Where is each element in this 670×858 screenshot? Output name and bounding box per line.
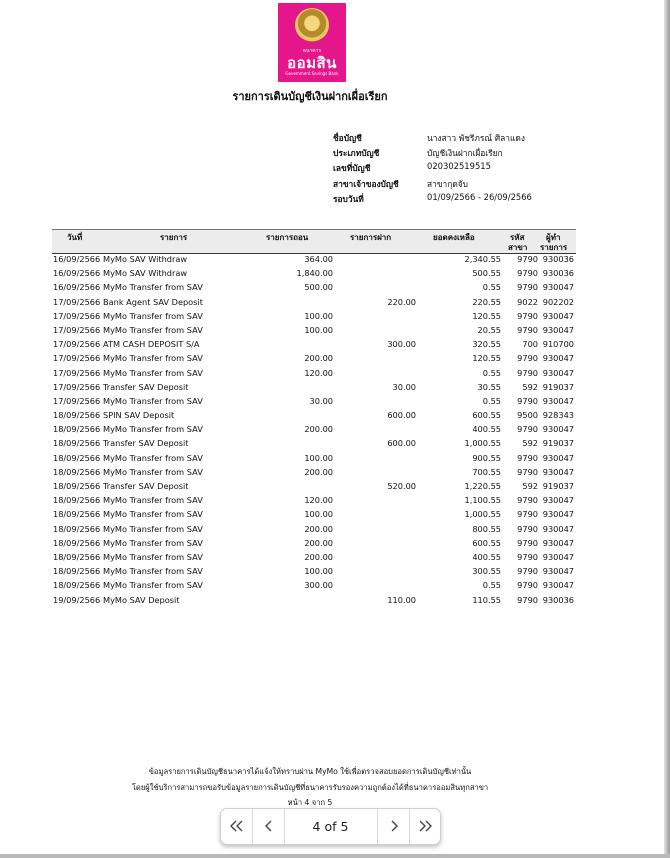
cell-balance: 2,340.55	[464, 254, 501, 264]
cell-withdraw: 364.00	[304, 254, 333, 264]
cell-description: MyMo Transfer from SAV	[103, 324, 203, 335]
cell-description: MyMo Transfer from SAV	[103, 395, 203, 406]
cell-date: 17/09/2566	[53, 324, 101, 335]
cell-operator: 919037	[542, 481, 574, 491]
document-title: รายการเดินบัญชีเงินฝากเผื่อเรียก	[232, 90, 388, 103]
first-page-button[interactable]	[221, 809, 252, 844]
cell-withdraw: 200.00	[304, 551, 333, 562]
info-label: สาขาเจ้าของบัญชี	[333, 178, 399, 189]
cell-date: 18/09/2566	[53, 495, 101, 506]
cell-description: MyMo Transfer from SAV	[103, 509, 203, 520]
cell-deposit: 110.00	[387, 594, 416, 605]
cell-balance: 0.55	[482, 282, 501, 293]
viewer-bottom-edge	[0, 854, 670, 858]
cell-operator: 930047	[542, 566, 574, 577]
cell-balance: 0.55	[482, 395, 501, 406]
header-user-line2: รายการ	[540, 243, 568, 252]
cell-date: 16/09/2566	[53, 282, 101, 293]
cell-balance: 1,220.55	[464, 481, 501, 491]
cell-date: 18/09/2566	[53, 537, 101, 548]
cell-branch-code: 9790	[517, 353, 538, 364]
table-row	[52, 367, 576, 381]
cell-description: MyMo Transfer from SAV	[103, 367, 203, 378]
cell-date: 19/09/2566	[53, 594, 101, 605]
cell-branch-code: 9790	[517, 594, 538, 605]
header-deposit: รายการฝาก	[350, 233, 392, 242]
cell-date: 17/09/2566	[53, 367, 101, 378]
cell-branch-code: 9790	[517, 310, 538, 321]
cell-branch-code: 700	[522, 339, 538, 350]
double-chevron-right-icon	[418, 820, 432, 832]
table-header	[52, 229, 576, 254]
header-date: วันที่	[67, 233, 83, 242]
cell-withdraw: 100.00	[304, 324, 333, 335]
cell-operator: 930047	[542, 466, 574, 477]
cell-description: MyMo Transfer from SAV	[103, 580, 203, 591]
table-row	[52, 508, 576, 522]
viewer-scroll-edge	[664, 0, 670, 858]
info-value: บัญชีเงินฝากเผื่อเรียก	[427, 148, 503, 159]
info-label: รอบวันที่	[333, 193, 364, 204]
cell-branch-code: 9022	[517, 296, 538, 307]
cell-withdraw: 100.00	[304, 452, 333, 463]
table-row	[52, 253, 576, 267]
cell-balance: 0.55	[482, 580, 501, 591]
cell-balance: 120.55	[472, 310, 501, 321]
cell-description: MyMo Transfer from SAV	[103, 353, 203, 364]
cell-branch-code: 9790	[517, 395, 538, 406]
page-count: 4 of 5	[312, 819, 349, 834]
cell-description: MyMo Transfer from SAV	[103, 537, 203, 548]
cell-branch-code: 592	[522, 481, 538, 491]
cell-operator: 930047	[542, 324, 574, 335]
cell-withdraw: 1,840.00	[296, 268, 333, 279]
cell-withdraw: 200.00	[304, 523, 333, 534]
cell-branch-code: 592	[522, 438, 538, 449]
cell-balance: 320.55	[472, 339, 501, 350]
cell-operator: 930036	[542, 254, 574, 264]
cell-withdraw: 200.00	[304, 424, 333, 435]
cell-operator: 930047	[542, 509, 574, 520]
info-label: ประเภทบัญชี	[333, 148, 380, 159]
cell-balance: 700.55	[472, 466, 501, 477]
cell-description: MyMo Transfer from SAV	[103, 466, 203, 477]
cell-operator: 930047	[542, 523, 574, 534]
last-page-button[interactable]	[410, 809, 440, 844]
header-branch-line2: สาขา	[508, 243, 528, 252]
cell-balance: 1,100.55	[464, 495, 501, 506]
cell-branch-code: 9790	[517, 268, 538, 279]
header-user-line1: ผู้ทำ	[546, 233, 561, 242]
transactions-table	[52, 253, 576, 608]
page-navigator	[220, 808, 441, 845]
cell-withdraw: 120.00	[304, 495, 333, 506]
table-row	[52, 466, 576, 480]
cell-description: Transfer SAV Deposit	[103, 381, 189, 392]
header-description: รายการ	[160, 233, 188, 242]
cell-date: 17/09/2566	[53, 381, 101, 392]
cell-description: MyMo Transfer from SAV	[103, 282, 203, 293]
cell-deposit: 30.00	[392, 381, 416, 392]
info-value: 020302519515	[427, 161, 491, 172]
cell-branch-code: 9790	[517, 424, 538, 435]
next-page-button[interactable]	[378, 809, 409, 844]
cell-withdraw: 100.00	[304, 566, 333, 577]
cell-description: Bank Agent SAV Deposit	[103, 296, 203, 307]
cell-date: 16/09/2566	[53, 254, 101, 264]
cell-operator: 919037	[542, 438, 574, 449]
cell-description: Transfer SAV Deposit	[103, 438, 189, 449]
emblem-icon	[295, 8, 329, 42]
cell-date: 18/09/2566	[53, 438, 101, 449]
cell-branch-code: 9790	[517, 324, 538, 335]
table-row	[52, 296, 576, 310]
cell-branch-code: 9790	[517, 495, 538, 506]
cell-date: 18/09/2566	[53, 509, 101, 520]
cell-balance: 1,000.55	[464, 509, 501, 520]
cell-date: 18/09/2566	[53, 580, 101, 591]
cell-description: SPIN SAV Deposit	[103, 410, 175, 421]
cell-operator: 910700	[542, 339, 574, 350]
table-row	[52, 452, 576, 466]
cell-withdraw: 30.00	[309, 395, 333, 406]
cell-operator: 930047	[542, 395, 574, 406]
info-value: 01/09/2566 - 26/09/2566	[427, 191, 532, 202]
table-row	[52, 551, 576, 565]
table-row	[52, 537, 576, 551]
cell-operator: 928343	[542, 410, 574, 421]
cell-withdraw: 500.00	[304, 282, 333, 293]
cell-operator: 902202	[542, 296, 574, 307]
footer-note-line1: ข้อมูลรายการเดินบัญชีธนาคารได้แจ้งให้ทราบผ่าน MyMo ใช้เพื่อตรวจสอบยอดการเดินบัญชีเท่านั้น	[148, 767, 472, 776]
cell-date: 18/09/2566	[53, 481, 101, 491]
cell-branch-code: 9790	[517, 367, 538, 378]
cell-branch-code: 9790	[517, 452, 538, 463]
cell-deposit: 520.00	[387, 481, 416, 491]
cell-withdraw: 300.00	[304, 580, 333, 591]
cell-date: 17/09/2566	[53, 339, 101, 350]
cell-description: ATM CASH DEPOSIT S/A	[103, 339, 200, 350]
cell-withdraw: 100.00	[304, 509, 333, 520]
cell-description: MyMo Transfer from SAV	[103, 551, 203, 562]
logo-small-text: ธนาคาร	[302, 48, 322, 54]
table-row	[52, 324, 576, 338]
cell-operator: 930047	[542, 537, 574, 548]
cell-operator: 930047	[542, 353, 574, 364]
cell-branch-code: 592	[522, 381, 538, 392]
cell-deposit: 600.00	[387, 438, 416, 449]
table-row	[52, 395, 576, 409]
cell-operator: 930047	[542, 551, 574, 562]
cell-balance: 400.55	[472, 424, 501, 435]
cell-withdraw: 200.00	[304, 353, 333, 364]
table-row	[52, 409, 576, 423]
cell-deposit: 220.00	[387, 296, 416, 307]
cell-operator: 930047	[542, 367, 574, 378]
cell-description: MyMo Transfer from SAV	[103, 566, 203, 577]
cell-withdraw: 120.00	[304, 367, 333, 378]
cell-date: 18/09/2566	[53, 424, 101, 435]
cell-balance: 220.55	[472, 296, 501, 307]
footer-note-line2: โดยผู้ใช้บริการสามารถขอรับข้อมูลรายการเดินบัญชีที่ธนาคารรับรองความถูกต้องได้ที่ธนาคารออมสินทุกสาขา	[131, 783, 489, 792]
double-chevron-left-icon	[230, 820, 244, 832]
cell-date: 18/09/2566	[53, 566, 101, 577]
cell-withdraw: 100.00	[304, 310, 333, 321]
info-label: ชื่อบัญชี	[333, 133, 362, 143]
cell-balance: 110.55	[472, 594, 501, 605]
cell-date: 18/09/2566	[53, 452, 101, 463]
table-row	[52, 352, 576, 366]
cell-operator: 930047	[542, 580, 574, 591]
cell-operator: 930047	[542, 310, 574, 321]
cell-balance: 0.55	[482, 367, 501, 378]
cell-deposit: 600.00	[387, 410, 416, 421]
cell-operator: 930036	[542, 594, 574, 605]
info-value: นางสาว พัชรีภรณ์ ศิลาแดง	[427, 133, 525, 143]
header-withdraw: รายการถอน	[266, 233, 309, 242]
cell-balance: 30.55	[477, 381, 501, 392]
chevron-right-icon	[390, 820, 398, 832]
cell-balance: 300.55	[472, 566, 501, 577]
cell-balance: 500.55	[472, 268, 501, 279]
cell-date: 18/09/2566	[53, 523, 101, 534]
previous-page-button[interactable]	[253, 809, 284, 844]
logo-english-name: Government Savings Bank	[285, 71, 339, 76]
cell-balance: 600.55	[472, 410, 501, 421]
chevron-left-icon	[265, 820, 273, 832]
bank-logo	[278, 3, 346, 82]
cell-branch-code: 9790	[517, 509, 538, 520]
table-row	[52, 437, 576, 451]
cell-withdraw: 200.00	[304, 537, 333, 548]
cell-branch-code: 9500	[517, 410, 538, 421]
cell-branch-code: 9790	[517, 466, 538, 477]
table-row	[52, 594, 576, 608]
cell-description: MyMo SAV Withdraw	[103, 268, 188, 279]
cell-branch-code: 9790	[517, 282, 538, 293]
table-row	[52, 523, 576, 537]
info-value: สาขากุดจับ	[427, 178, 468, 189]
cell-date: 17/09/2566	[53, 395, 101, 406]
cell-date: 18/09/2566	[53, 551, 101, 562]
cell-branch-code: 9790	[517, 551, 538, 562]
cell-balance: 20.55	[477, 324, 501, 335]
cell-balance: 800.55	[472, 523, 501, 534]
cell-description: MyMo SAV Deposit	[103, 594, 180, 605]
table-row	[52, 281, 576, 295]
cell-operator: 930036	[542, 268, 574, 279]
header-branch-line1: รหัส	[510, 233, 525, 242]
cell-date: 18/09/2566	[53, 466, 101, 477]
cell-operator: 930047	[542, 282, 574, 293]
cell-branch-code: 9790	[517, 566, 538, 577]
cell-operator: 930047	[542, 452, 574, 463]
cell-branch-code: 9790	[517, 580, 538, 591]
table-row	[52, 267, 576, 281]
table-row	[52, 480, 576, 494]
logo-bank-name: ออมสิน	[287, 54, 337, 72]
cell-balance: 1,000.55	[464, 438, 501, 449]
cell-date: 17/09/2566	[53, 296, 101, 307]
table-row	[52, 423, 576, 437]
cell-branch-code: 9790	[517, 537, 538, 548]
cell-branch-code: 9790	[517, 254, 538, 264]
cell-balance: 600.55	[472, 537, 501, 548]
table-row	[52, 381, 576, 395]
cell-branch-code: 9790	[517, 523, 538, 534]
cell-description: Transfer SAV Deposit	[103, 481, 189, 491]
table-row	[52, 338, 576, 352]
cell-description: MyMo SAV Withdraw	[103, 254, 188, 264]
cell-description: MyMo Transfer from SAV	[103, 424, 203, 435]
cell-description: MyMo Transfer from SAV	[103, 523, 203, 534]
cell-deposit: 300.00	[387, 339, 416, 350]
cell-date: 17/09/2566	[53, 310, 101, 321]
table-row	[52, 565, 576, 579]
table-row	[52, 310, 576, 324]
cell-description: MyMo Transfer from SAV	[103, 495, 203, 506]
cell-description: MyMo Transfer from SAV	[103, 310, 203, 321]
cell-date: 17/09/2566	[53, 353, 101, 364]
cell-balance: 900.55	[472, 452, 501, 463]
cell-operator: 919037	[542, 381, 574, 392]
cell-balance: 120.55	[472, 353, 501, 364]
cell-date: 18/09/2566	[53, 410, 101, 421]
cell-balance: 400.55	[472, 551, 501, 562]
cell-date: 16/09/2566	[53, 268, 101, 279]
cell-operator: 930047	[542, 424, 574, 435]
table-row	[52, 494, 576, 508]
header-balance: ยอดคงเหลือ	[433, 233, 475, 242]
table-row	[52, 579, 576, 593]
cell-withdraw: 200.00	[304, 466, 333, 477]
info-label: เลขที่บัญชี	[333, 163, 371, 174]
cell-operator: 930047	[542, 495, 574, 506]
page-number-label: หน้า 4 จาก 5	[287, 798, 333, 807]
cell-description: MyMo Transfer from SAV	[103, 452, 203, 463]
